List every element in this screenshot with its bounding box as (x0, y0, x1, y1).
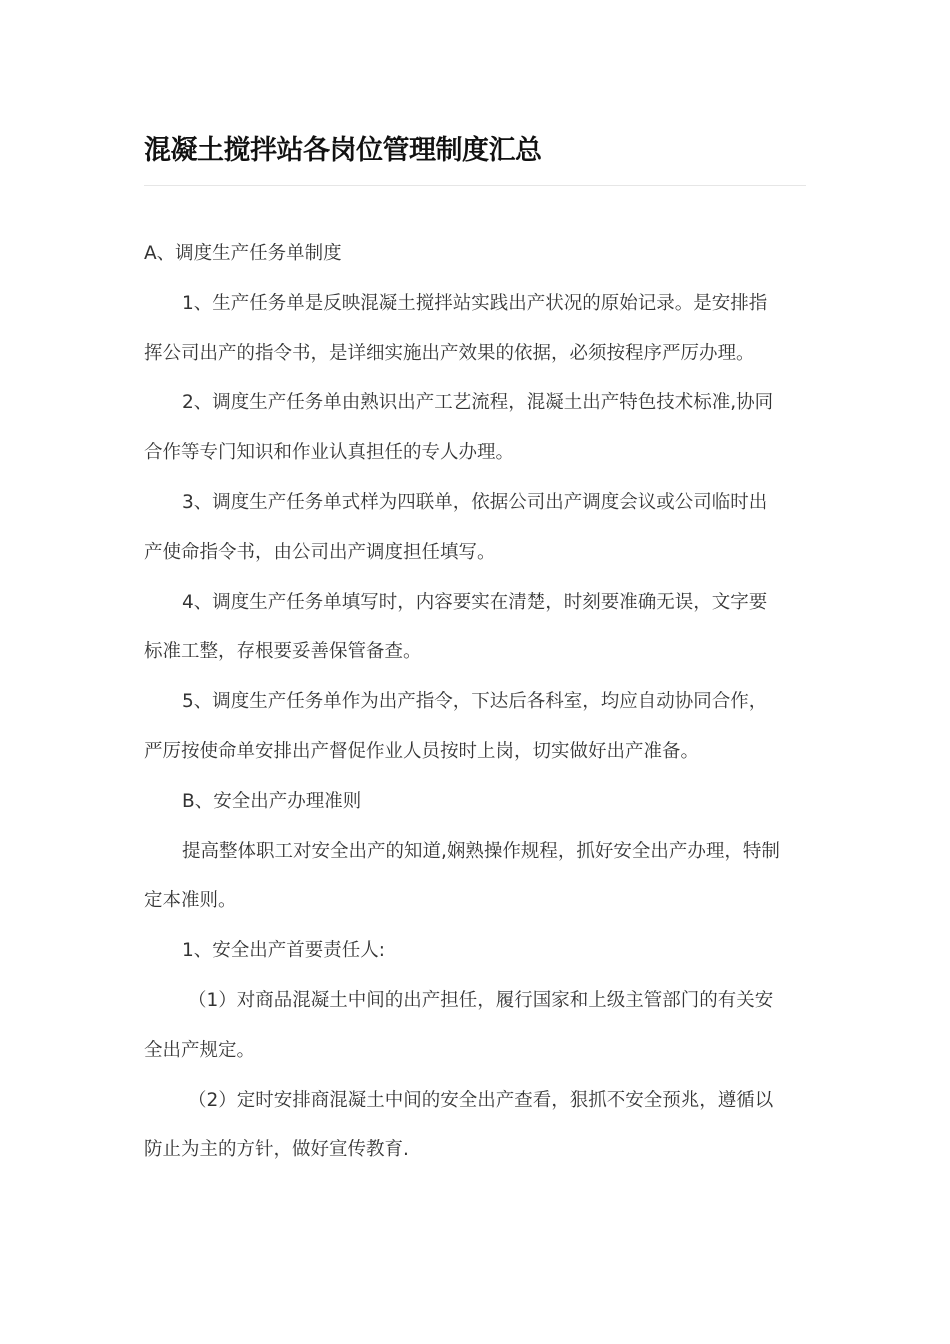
paragraph-line: 标准工整，存根要妥善保管备查。 (144, 641, 422, 663)
section-b-item-1 (144, 926, 806, 976)
paragraph-line: 3、调度生产任务单式样为四联单，依据公司出产调度会议或公司临时出 (182, 491, 768, 513)
paragraph-line: 1、安全出产首要责任人: (182, 940, 386, 962)
paragraph-line: A、调度生产任务单制度 (144, 243, 342, 264)
paragraph-line: 挥公司出产的指令书，是详细实施出产效果的依据，必须按程序严厉办理。 (144, 342, 755, 364)
section-a-item-4 (144, 578, 806, 678)
section-a-item-1 (144, 279, 806, 379)
paragraph-line: 5、调度生产任务单作为出产指令，下达后各科室，均应自动协同合作， (182, 691, 768, 713)
title-divider (144, 185, 806, 186)
section-b-subitem-2 (144, 1076, 806, 1176)
paragraph-line: 提高整体职工对安全出产的知道,娴熟操作规程，抓好安全出产办理，特制 (182, 840, 780, 862)
section-b-intro (144, 827, 806, 927)
document-body (144, 229, 806, 1175)
section-b-heading (144, 777, 806, 827)
paragraph-line: B、安全出产办理准则 (182, 790, 362, 812)
paragraph-line: 合作等专门知识和作业认真担任的专人办理。 (144, 442, 515, 464)
paragraph-line: 定本准则。 (144, 890, 237, 912)
paragraph-line: 产使命指令书，由公司出产调度担任填写。 (144, 541, 496, 563)
paragraph-line: 2、调度生产任务单由熟识出产工艺流程，混凝土出产特色技术标准,协同 (182, 392, 774, 414)
paragraph-line: （1）对商品混凝土中间的出产担任，履行国家和上级主管部门的有关安 (188, 989, 774, 1011)
paragraph-line: 全出产规定。 (144, 1039, 256, 1061)
section-b-subitem-1 (144, 976, 806, 1076)
section-a-item-3 (144, 478, 806, 578)
paragraph-line: 严厉按使命单安排出产督促作业人员按时上岗，切实做好出产准备。 (144, 740, 700, 762)
document-title: 混凝土搅拌站各岗位管理制度汇总 (144, 135, 542, 166)
paragraph-line: 4、调度生产任务单填写时，内容要实在清楚，时刻要准确无误，文字要 (182, 591, 768, 613)
paragraph-line: 1、生产任务单是反映混凝土搅拌站实践出产状况的原始记录。是安排指 (182, 292, 768, 314)
section-a-item-5 (144, 677, 806, 777)
paragraph-line: （2）定时安排商混凝土中间的安全出产查看，狠抓不安全预兆，遵循以 (188, 1089, 774, 1111)
section-a-heading (144, 229, 806, 279)
paragraph-line: 防止为主的方针，做好宣传教育. (144, 1139, 409, 1161)
section-a-item-2 (144, 378, 806, 478)
